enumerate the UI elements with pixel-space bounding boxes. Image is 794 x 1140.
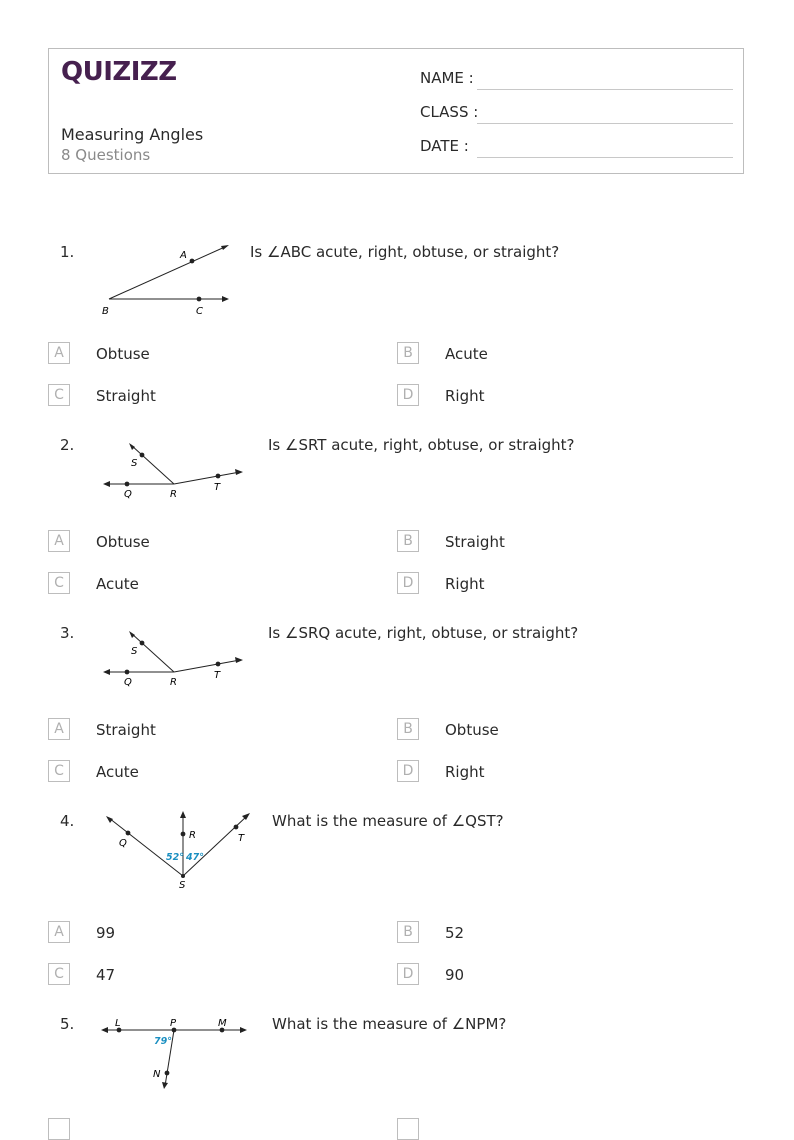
label-q: Q [124, 489, 132, 500]
label-r: R [170, 677, 177, 688]
option-box[interactable]: C [48, 572, 70, 594]
label-s: S [179, 880, 186, 891]
option-text: Obtuse [96, 345, 150, 363]
question-text: Is ∠ABC acute, right, obtuse, or straight? [250, 243, 560, 261]
worksheet-title: Measuring Angles [61, 125, 204, 144]
option-text: Right [445, 763, 485, 781]
option-box[interactable]: B [397, 530, 419, 552]
option-box[interactable]: C [48, 760, 70, 782]
label-n: N [153, 1069, 161, 1080]
option-box[interactable] [397, 1118, 419, 1140]
option-text: 52 [445, 924, 465, 942]
date-label: DATE : [420, 137, 469, 155]
question-text: What is the measure of ∠QST? [272, 812, 504, 830]
option-text: Straight [96, 721, 156, 739]
quizizz-logo: QUIZIZZ [61, 57, 177, 87]
angle-qst-figure [98, 808, 258, 894]
angle-measure-label: 47° [186, 852, 204, 863]
option-box[interactable]: D [397, 963, 419, 985]
option-box[interactable]: D [397, 760, 419, 782]
label-t: T [214, 482, 221, 493]
worksheet-header [48, 48, 744, 174]
option-text: Straight [445, 533, 505, 551]
angle-abc-figure [95, 238, 245, 320]
question-number: 2. [60, 436, 75, 454]
option-box[interactable]: A [48, 530, 70, 552]
option-box[interactable] [48, 1118, 70, 1140]
option-text: Straight [96, 387, 156, 405]
option-text: 47 [96, 966, 116, 984]
angle-srt-figure [98, 436, 248, 500]
angle-npm-figure [98, 1012, 254, 1092]
option-text: 90 [445, 966, 465, 984]
option-box[interactable]: C [48, 963, 70, 985]
label-s: S [131, 458, 138, 469]
option-text: Acute [96, 763, 139, 781]
option-box[interactable]: B [397, 921, 419, 943]
angle-srq-figure [98, 624, 248, 688]
option-box[interactable]: B [397, 718, 419, 740]
option-text: 99 [96, 924, 116, 942]
option-text: Obtuse [96, 533, 150, 551]
label-b: B [102, 306, 109, 317]
label-t: T [214, 670, 221, 681]
label-q: Q [119, 838, 127, 849]
option-text: Acute [445, 345, 488, 363]
angle-measure-label: 52° [166, 852, 184, 863]
option-text: Right [445, 387, 485, 405]
label-l: L [115, 1018, 121, 1029]
label-r: R [170, 489, 177, 500]
question-number: 5. [60, 1015, 75, 1033]
label-s: S [131, 646, 138, 657]
option-box[interactable]: C [48, 384, 70, 406]
name-line[interactable] [477, 89, 733, 90]
class-label: CLASS : [420, 103, 479, 121]
question-number: 3. [60, 624, 75, 642]
label-m: M [218, 1018, 227, 1029]
label-r: R [189, 830, 196, 841]
question-text: What is the measure of ∠NPM? [272, 1015, 507, 1033]
question-text: Is ∠SRT acute, right, obtuse, or straight? [268, 436, 575, 454]
option-box[interactable]: A [48, 921, 70, 943]
question-number: 1. [60, 243, 75, 261]
option-box[interactable]: D [397, 384, 419, 406]
option-box[interactable]: A [48, 342, 70, 364]
option-box[interactable]: B [397, 342, 419, 364]
question-count: 8 Questions [61, 146, 151, 164]
label-a: A [180, 250, 187, 261]
label-p: P [170, 1018, 177, 1029]
angle-measure-label: 79° [154, 1036, 172, 1047]
label-t: T [238, 833, 245, 844]
question-number: 4. [60, 812, 75, 830]
label-c: C [196, 306, 203, 317]
option-text: Obtuse [445, 721, 499, 739]
label-q: Q [124, 677, 132, 688]
option-box[interactable]: A [48, 718, 70, 740]
date-line[interactable] [477, 157, 733, 158]
class-line[interactable] [477, 123, 733, 124]
name-label: NAME : [420, 69, 474, 87]
option-box[interactable]: D [397, 572, 419, 594]
question-text: Is ∠SRQ acute, right, obtuse, or straight? [268, 624, 579, 642]
option-text: Acute [96, 575, 139, 593]
option-text: Right [445, 575, 485, 593]
